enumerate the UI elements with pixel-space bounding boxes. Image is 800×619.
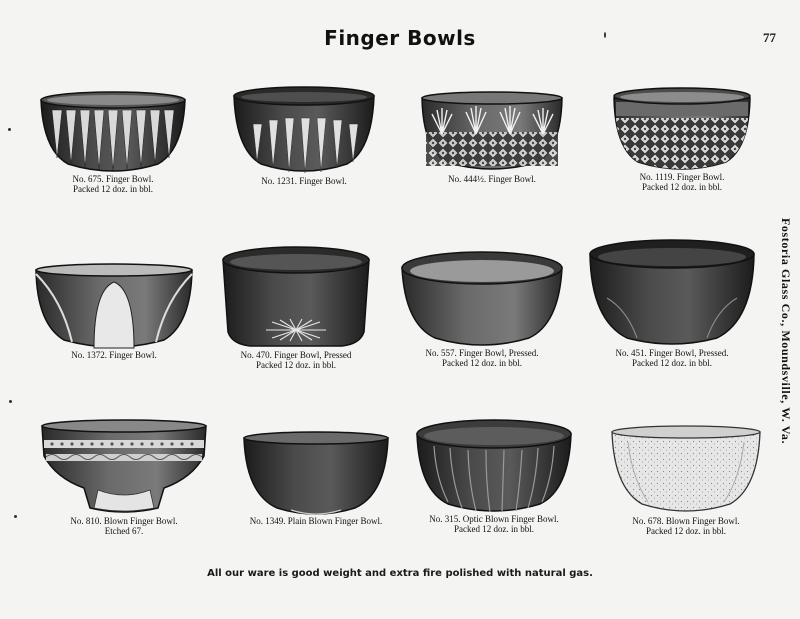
bowl-caption-line1: No. 675. Finger Bowl. bbox=[72, 174, 154, 184]
bowl-470-illustration bbox=[220, 244, 372, 350]
bowl-451-illustration bbox=[587, 238, 757, 348]
bowl-caption-line1: No. 444½. Finger Bowl. bbox=[448, 174, 536, 184]
bowl-caption-line1: No. 1231. Finger Bowl. bbox=[261, 176, 347, 186]
bowl-1231-illustration bbox=[231, 84, 377, 176]
bowl-caption-line1: No. 1119. Finger Bowl. bbox=[639, 172, 725, 182]
publisher-side-text: Fostoria Glass Co., Moundsville, W. Va. bbox=[779, 218, 793, 445]
page-number: 77 bbox=[763, 30, 776, 45]
bowl-caption-line1: No. 1372. Finger Bowl. bbox=[71, 350, 157, 360]
margin-speck bbox=[604, 32, 606, 38]
bowl-item bbox=[404, 418, 584, 534]
margin-speck bbox=[14, 515, 17, 518]
bowl-caption-line1: No. 678. Blown Finger Bowl. bbox=[632, 516, 740, 526]
bowl-item bbox=[34, 416, 214, 536]
margin-speck bbox=[9, 400, 12, 403]
bowl-caption-line2: Packed 12 doz. in bbl. bbox=[256, 360, 336, 370]
bowl-caption-line1: No. 810. Blown Finger Bowl. bbox=[70, 516, 178, 526]
bowl-item bbox=[402, 88, 582, 184]
bowl-444-illustration bbox=[418, 88, 566, 174]
bowl-caption-line1: No. 1349. Plain Blown Finger Bowl. bbox=[249, 516, 383, 526]
bowl-1119-illustration bbox=[610, 84, 754, 172]
bowl-caption-line2: Packed 12 doz. in bbl. bbox=[632, 358, 712, 368]
bowl-caption-line1: No. 557. Finger Bowl, Pressed. bbox=[425, 348, 539, 358]
bowl-caption-line1: No. 451. Finger Bowl, Pressed. bbox=[615, 348, 729, 358]
bowl-caption-line2: Packed 12 doz. in bbl. bbox=[646, 526, 726, 536]
bowl-item bbox=[582, 238, 762, 368]
bowl-1372-illustration bbox=[32, 260, 196, 350]
bowl-caption-line1: No. 470. Finger Bowl, Pressed bbox=[240, 350, 352, 360]
footer-note: All our ware is good weight and extra fire polished with natural gas. bbox=[207, 568, 593, 579]
margin-speck bbox=[8, 128, 11, 131]
bowl-caption-line1: No. 315. Optic Blown Finger Bowl. bbox=[429, 514, 559, 524]
bowl-item bbox=[214, 84, 394, 186]
bowl-caption-line2: Packed 12 doz. in bbl. bbox=[454, 524, 534, 534]
bowl-item bbox=[23, 88, 203, 194]
bowl-caption-line2: Packed 12 doz. in bbl. bbox=[642, 182, 722, 192]
bowl-item bbox=[596, 422, 776, 536]
bowl-item bbox=[226, 430, 406, 526]
bowl-caption-line2: Packed 12 doz. in bbl. bbox=[442, 358, 522, 368]
bowl-item bbox=[592, 84, 772, 192]
bowl-caption-line2: Packed 12 doz. in bbl. bbox=[73, 184, 153, 194]
bowl-675-illustration bbox=[38, 88, 188, 174]
bowl-557-illustration bbox=[399, 250, 565, 348]
bowl-810-illustration bbox=[38, 416, 210, 516]
bowl-678-illustration bbox=[608, 422, 764, 516]
bowl-315-illustration bbox=[414, 418, 574, 514]
bowl-1349-illustration bbox=[241, 430, 391, 516]
bowl-item bbox=[206, 244, 386, 370]
bowl-item bbox=[392, 250, 572, 368]
page-title: Finger Bowls bbox=[324, 26, 476, 50]
bowl-item bbox=[24, 260, 204, 360]
bowl-caption-line2: Etched 67. bbox=[104, 526, 144, 536]
